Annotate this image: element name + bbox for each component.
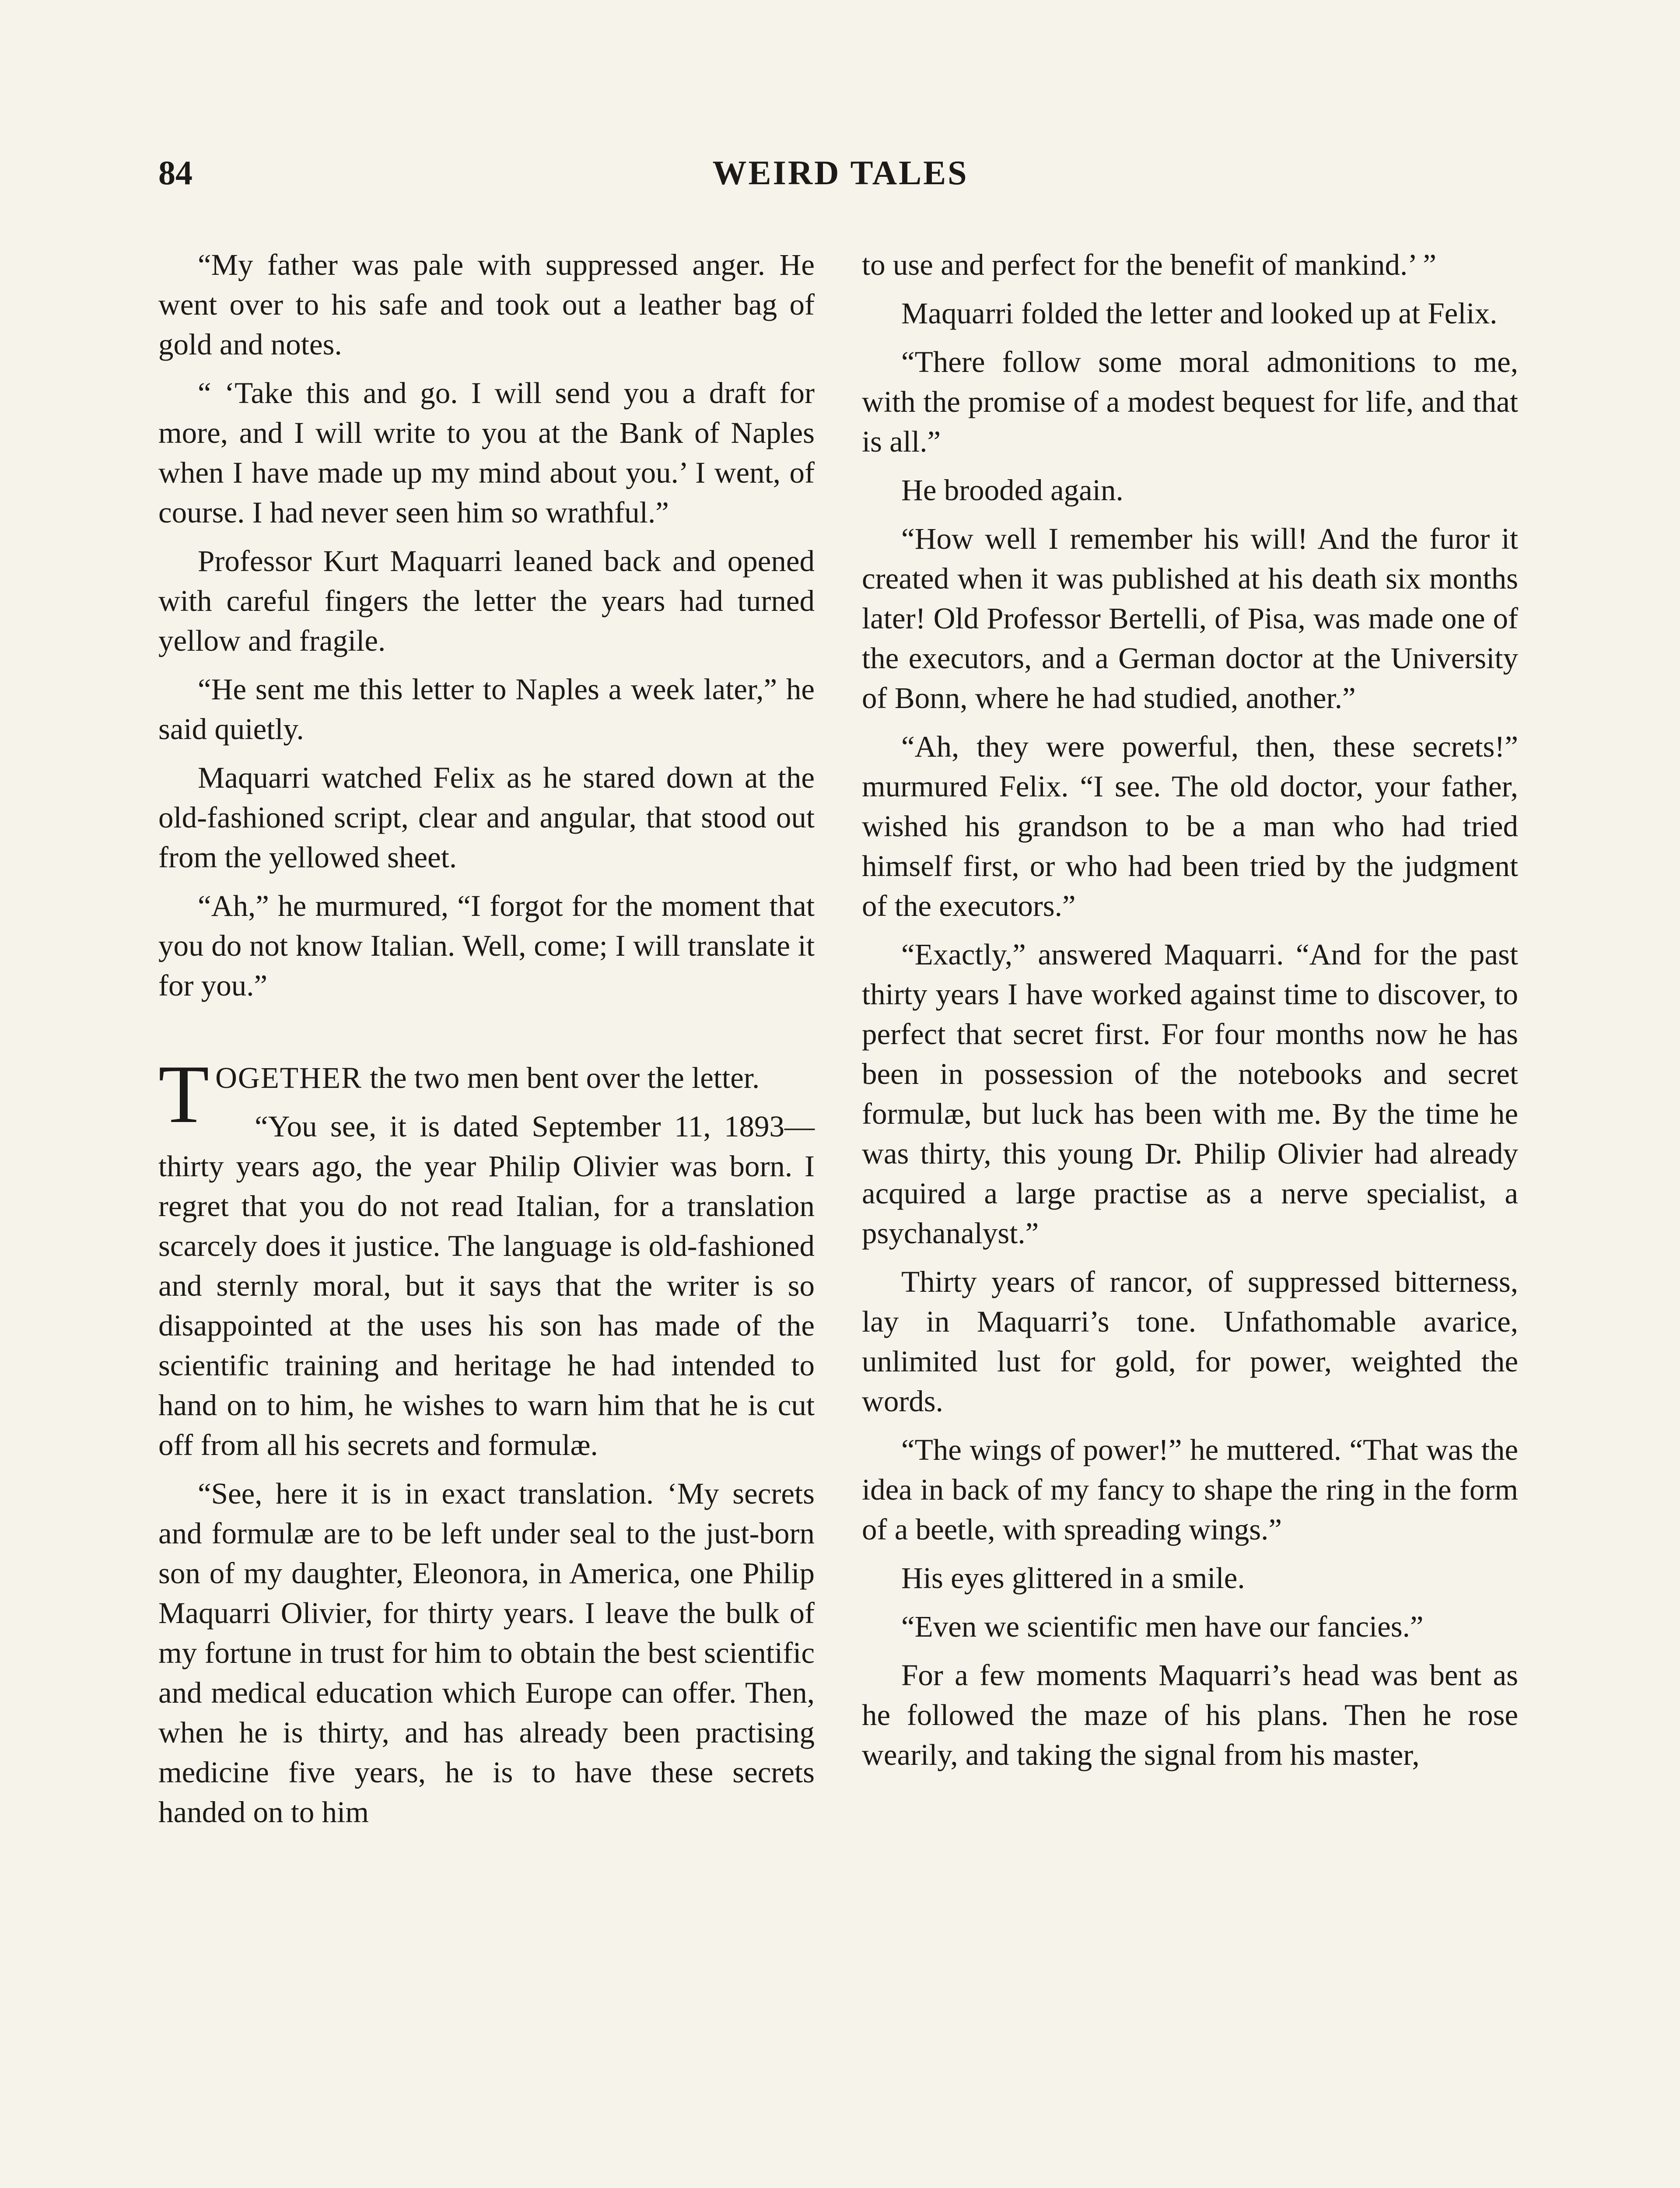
- drop-cap: T: [158, 1048, 210, 1140]
- paragraph: “ ‘Take this and go. I will send you a draft for more, and I will write to you at the Bank of Naples when I have made up my mind about you.’ I went, of course. I had never seen him so wrathful.”: [158, 376, 815, 529]
- paragraph: “The wings of power!” he muttered. “That was the idea in back of my fancy to shape the ring in the form of a beetle, with spreading wings.”: [862, 1433, 1518, 1546]
- lead-text: the two men bent over the letter.: [362, 1061, 760, 1094]
- paragraph: “Even we scientific men have our fancies.”: [901, 1610, 1424, 1643]
- paragraph: Maquarri watched Felix as he stared down at the old-fashioned script, clear and angular, that stood out from the yellowed sheet.: [158, 761, 815, 874]
- left-column: [158, 245, 815, 1841]
- paragraph: “He sent me this letter to Naples a week later,” he said quietly.: [158, 673, 815, 746]
- paragraph: For a few moments Maquarri’s head was bent as he followed the maze of his plans. Then he rose wearily, and taking the signal from his master,: [862, 1659, 1518, 1771]
- paragraph: Thirty years of rancor, of suppressed bitterness, lay in Maquarri’s tone. Unfathomable avarice, unlimited lust for gold, for power, weighted the words.: [862, 1265, 1518, 1418]
- paragraph: “Ah, they were powerful, then, these secrets!” murmured Felix. “I see. The old doctor, your father, wished his grandson to be a man who had tried himself first, or who had been tried by the judgment of the executors.”: [862, 730, 1518, 922]
- paragraph: “How well I remember his will! And the furor it created when it was published at his death six months later! Old Professor Bertelli, of Pisa, was made one of the executors, and a German doctor at the University of Bonn, where he had studied, another.”: [862, 522, 1518, 715]
- paragraph: His eyes glittered in a smile.: [901, 1561, 1245, 1595]
- paragraph: Professor Kurt Maquarri leaned back and opened with careful fingers the letter the years had turned yellow and fragile.: [158, 544, 815, 657]
- paragraph: Maquarri folded the letter and looked up at Felix.: [901, 297, 1498, 330]
- paragraph: “There follow some moral admonitions to me, with the promise of a modest bequest for life, and that is all.”: [862, 345, 1518, 458]
- paragraph-continuation: to use and perfect for the benefit of mankind.’ ”: [862, 248, 1437, 281]
- paragraph: “My father was pale with suppressed anger. He went over to his safe and took out a leather bag of gold and notes.: [158, 248, 815, 361]
- paragraph: “Exactly,” answered Maquarri. “And for the past thirty years I have worked against time to discover, to perfect that secret first. For four months now he has been in possession of the notebooks and secret formulæ, but luck has been with me. By the time he was thirty, this young Dr. Philip Olivier had already acquired a large practise as a nerve specialist, a psychanalyst.”: [862, 938, 1518, 1250]
- right-column: [862, 245, 1518, 1784]
- paragraph: “Ah,” he murmured, “I forgot for the moment that you do not know Italian. Well, come; I will translate it for you.”: [158, 889, 815, 1002]
- page-number: 84: [158, 154, 192, 192]
- page-header: [158, 153, 1522, 206]
- lead-small-caps: OGETHER: [215, 1061, 363, 1094]
- paragraph: “You see, it is dated September 11, 1893—thirty years ago, the year Philip Olivier was born. I regret that you do not read Italian, for a translation scarcely does it justice. The language is old-fashioned and sternly moral, but it says that the writer is so disappointed at the uses his son has made of the scientific training and heritage he had intended to hand on to him, he wishes to warn him that he is cut off from all his secrets and formulæ.: [158, 1110, 815, 1462]
- paragraph: “See, here it is in exact translation. ‘My secrets and formulæ are to be left under seal to the just-born son of my daughter, Eleonora, in America, one Philip Maquarri Olivier, for thirty years. I leave the bulk of my fortune in trust for him to obtain the best scientific and medical education which Europe can offer. Then, when he is thirty, and has already been practising medicine five years, he is to have these secrets handed on to him: [158, 1477, 815, 1829]
- section-opening-paragraph: [158, 1048, 815, 1140]
- paragraph: He brooded again.: [901, 473, 1124, 507]
- running-title: WEIRD TALES: [712, 154, 969, 192]
